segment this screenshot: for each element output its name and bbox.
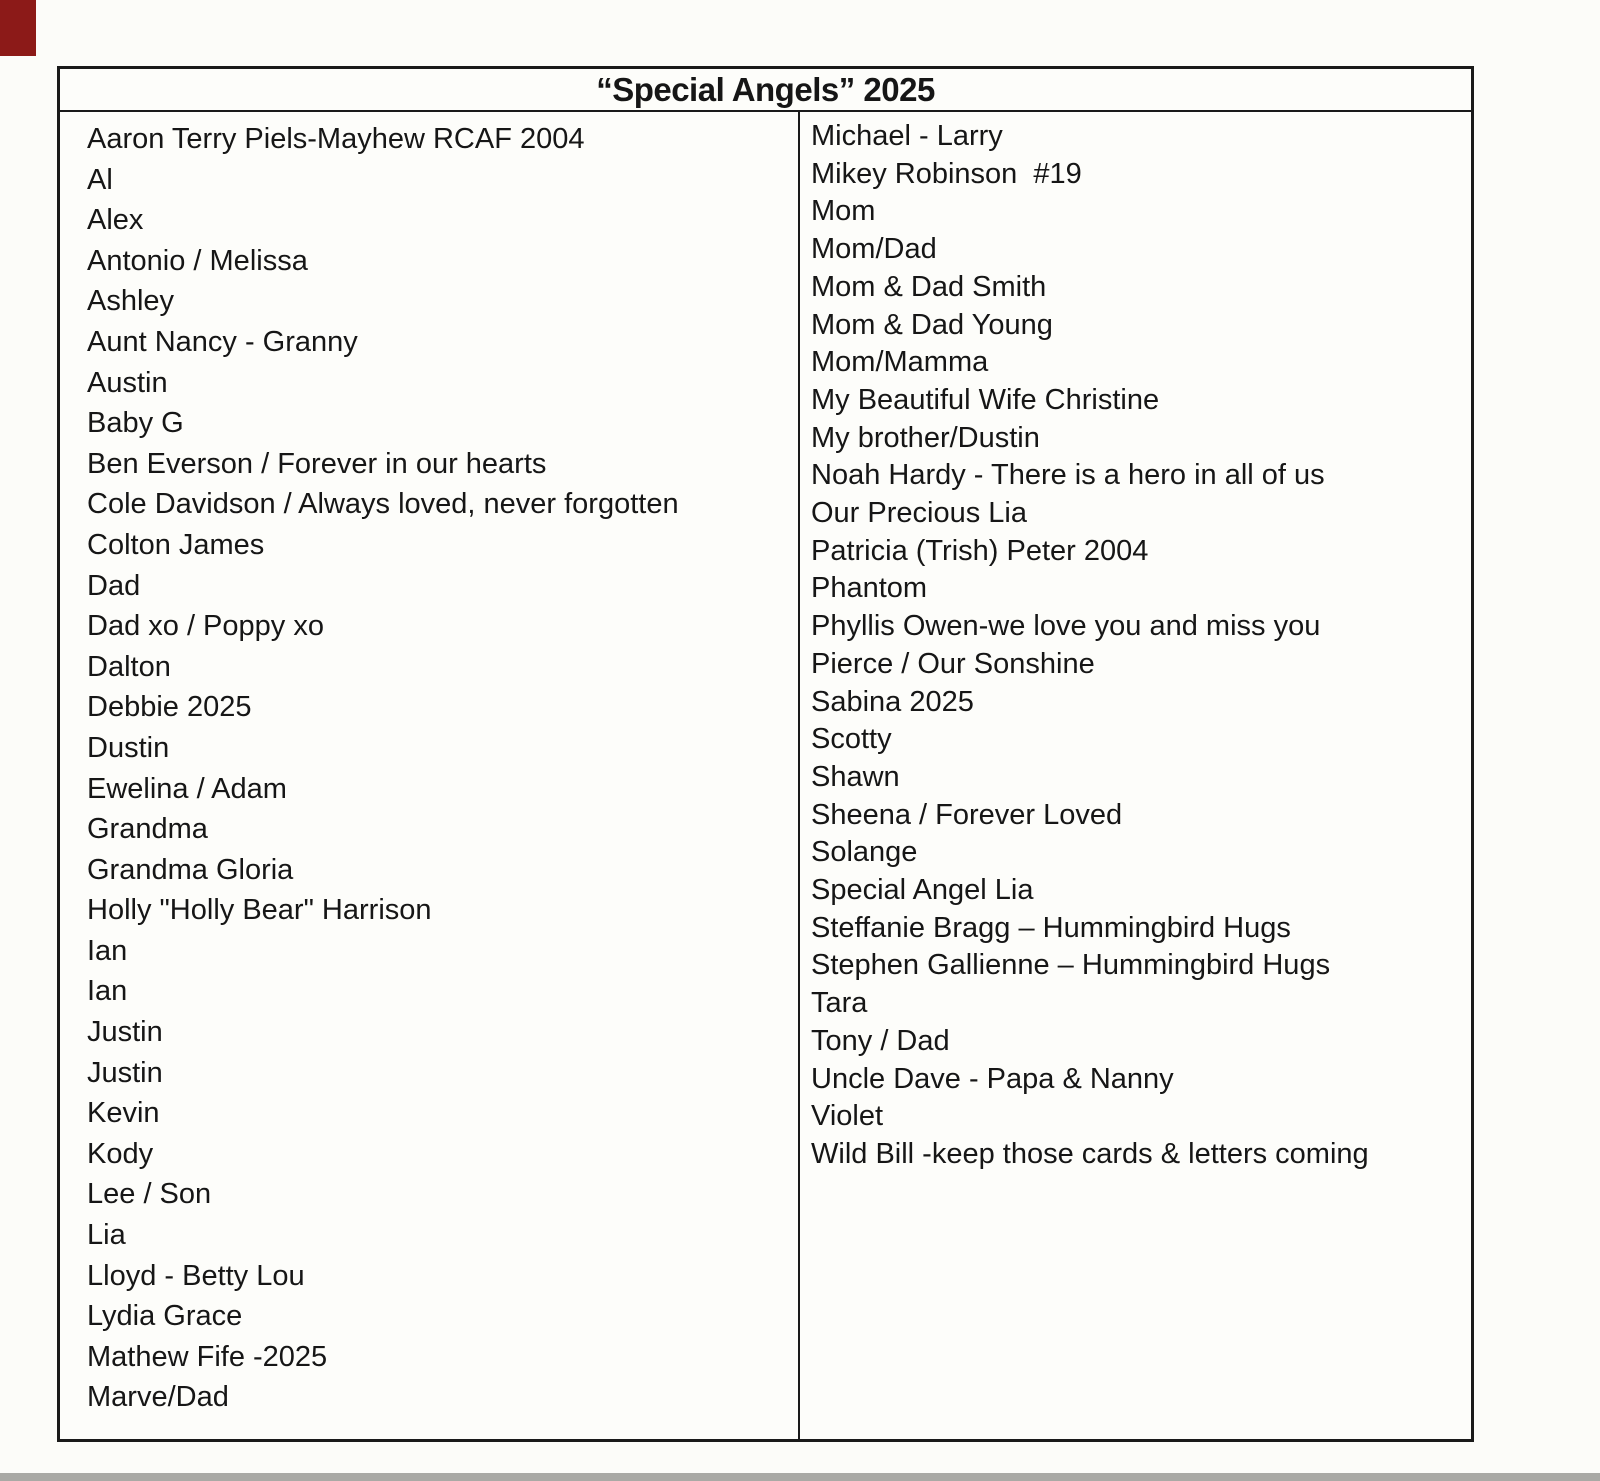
list-item: Ewelina / Adam (87, 772, 287, 805)
list-item: Mom & Dad Smith (811, 270, 1047, 303)
list-item: Lydia Grace (87, 1300, 243, 1333)
special-angels-table (57, 66, 1474, 1442)
list-item: Lee / Son (87, 1178, 212, 1211)
list-item: Cole Davidson / Always loved, never forgotten (87, 488, 679, 521)
list-item: Dad xo / Poppy xo (87, 610, 324, 643)
list-item: Shawn (811, 760, 900, 793)
scan-corner-artifact (0, 0, 36, 56)
list-item: Al (87, 163, 113, 196)
list-item: Aaron Terry Piels-Mayhew RCAF 2004 (87, 123, 585, 155)
list-item: Kody (87, 1137, 154, 1170)
table-title: “Special Angels” 2025 (60, 69, 1471, 112)
list-item: Justin (87, 1056, 163, 1089)
list-item: Ian (87, 934, 128, 967)
list-item: Kevin (87, 1097, 160, 1130)
list-item: Special Angel Lia (811, 874, 1034, 907)
list-item: Alex (87, 204, 144, 237)
list-item: Tony / Dad (811, 1024, 950, 1057)
list-item: Sheena / Forever Loved (811, 798, 1123, 831)
list-item: Austin (87, 366, 168, 399)
list-item: Phantom (811, 572, 928, 605)
list-item: Holly "Holly Bear" Harrison (87, 894, 432, 927)
list-item: Violet (811, 1100, 884, 1133)
list-item: Mom (811, 195, 876, 228)
list-item: Mikey Robinson #19 (811, 157, 1082, 190)
list-item: Lia (87, 1219, 126, 1252)
list-item: My Beautiful Wife Christine (811, 383, 1160, 416)
list-item: Steffanie Bragg – Hummingbird Hugs (811, 911, 1291, 944)
list-item: Mathew Fife -2025 (87, 1340, 328, 1373)
list-item: Marve/Dad (87, 1381, 229, 1414)
list-item: Solange (811, 836, 918, 869)
list-item: Our Precious Lia (811, 497, 1027, 530)
list-item: Michael - Larry (811, 120, 1003, 152)
list-item: Grandma Gloria (87, 853, 294, 886)
right-column (798, 112, 1471, 1439)
list-item: Mom & Dad Young (811, 308, 1053, 341)
list-item: Phyllis Owen-we love you and miss you (811, 610, 1321, 643)
list-item: Dalton (87, 650, 171, 683)
list-item: Stephen Gallienne – Hummingbird Hugs (811, 949, 1331, 982)
list-item: Uncle Dave - Papa & Nanny (811, 1062, 1174, 1095)
list-item: Antonio / Melissa (87, 244, 308, 277)
list-item: Scotty (811, 723, 892, 756)
list-item: Sabina 2025 (811, 685, 974, 718)
list-item: My brother/Dustin (811, 421, 1040, 454)
list-item: Tara (811, 987, 868, 1020)
list-item: Dad (87, 569, 141, 602)
list-item: Grandma (87, 813, 208, 846)
list-item: Ian (87, 975, 128, 1008)
list-item: Mom/Dad (811, 233, 937, 266)
list-item: Justin (87, 1016, 163, 1049)
list-item: Colton James (87, 528, 265, 561)
list-item: Mom/Mamma (811, 346, 989, 379)
list-item: Patricia (Trish) Peter 2004 (811, 534, 1149, 567)
list-item: Dustin (87, 731, 170, 764)
list-item: Pierce / Our Sonshine (811, 647, 1095, 680)
list-item: Ben Everson / Forever in our hearts (87, 447, 547, 480)
list-item: Aunt Nancy - Granny (87, 325, 358, 358)
left-column (60, 112, 798, 1439)
list-item: Wild Bill -keep those cards & letters coming (811, 1137, 1369, 1170)
list-item: Debbie 2025 (87, 691, 252, 724)
list-item: Lloyd - Betty Lou (87, 1259, 305, 1292)
scan-bottom-edge (0, 1473, 1600, 1481)
list-item: Baby G (87, 407, 184, 440)
list-item: Noah Hardy - There is a hero in all of us (811, 459, 1325, 492)
table-body (60, 112, 1471, 1439)
list-item: Ashley (87, 285, 175, 318)
